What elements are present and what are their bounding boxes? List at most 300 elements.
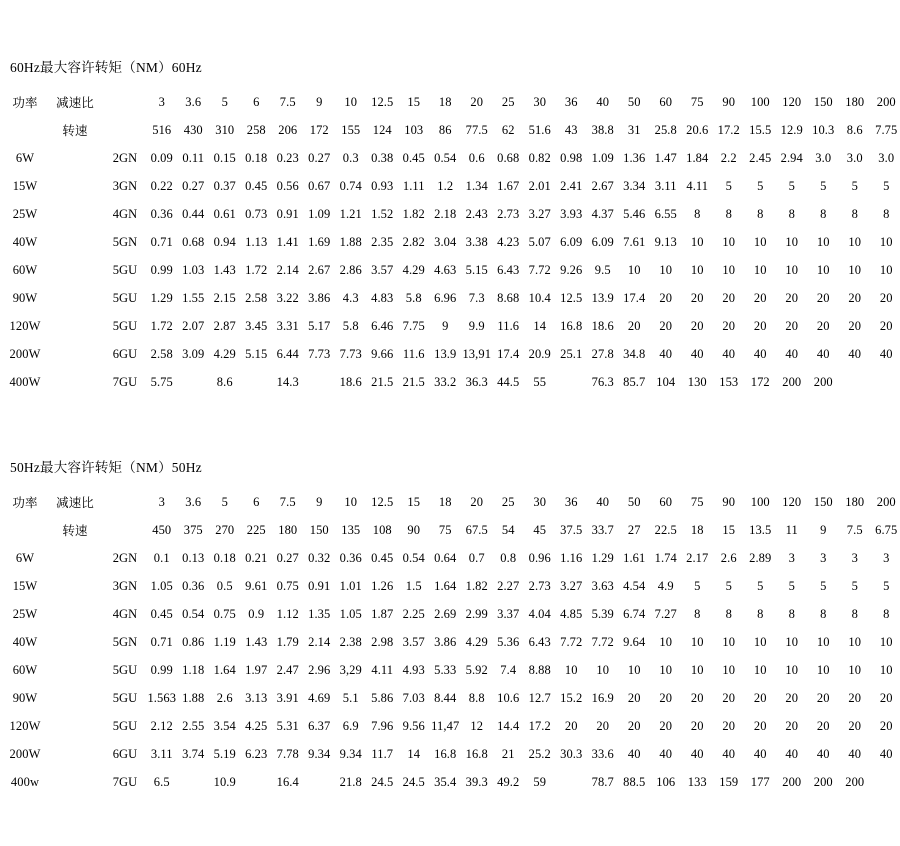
table-row [4,144,900,172]
ratio-header-cell: 6 [253,494,260,509]
speed-cell: 67.5 [465,522,488,537]
torque-cell: 5.19 [213,746,236,761]
speed-cell: 45 [533,522,547,537]
torque-cell: 0.27 [182,178,205,193]
torque-cell: 1.2 [437,178,454,193]
torque-cell: 10 [816,634,830,649]
ratio-header-cell: 3.6 [185,494,202,509]
torque-cell: 10 [879,662,893,677]
torque-cell: 200 [813,774,833,789]
torque-cell: 6.96 [434,290,457,305]
torque-cell: 39.3 [465,774,488,789]
torque-cell: 21 [501,746,515,761]
torque-cell: 2.35 [371,234,394,249]
ratio-header-cell: 100 [750,494,770,509]
torque-cell: 14 [533,318,547,333]
torque-cell: 1.72 [245,262,268,277]
torque-cell: 0.18 [245,150,268,165]
torque-cell: 6.46 [371,318,394,333]
torque-cell: 0.68 [497,150,520,165]
ratio-header-cell: 120 [782,94,802,109]
ratio-header-cell: 20 [470,494,484,509]
torque-cell: 3.0 [815,150,832,165]
torque-cell: 9.13 [654,234,677,249]
torque-cell: 2.47 [276,662,299,677]
torque-cell: 1.87 [371,606,394,621]
torque-cell: 8 [788,206,795,221]
torque-cell: 10 [848,262,862,277]
row-spacer [46,340,104,368]
row-spacer [46,284,104,312]
torque-cell: 40 [753,346,767,361]
torque-cell: 3.86 [434,634,457,649]
torque-cell: 8 [851,606,858,621]
speed-cell: 25.8 [654,122,677,137]
speed-cell: 450 [152,522,172,537]
torque-cell: 0.54 [434,150,457,165]
torque-cell: 10 [848,234,862,249]
torque-cell [871,368,900,396]
speed-cell: 77.5 [465,122,488,137]
torque-cell: 1.21 [339,206,362,221]
torque-cell: 55 [533,374,547,389]
torque-cell: 10 [785,234,799,249]
power-cell: 90W [12,690,38,705]
torque-cell: 6.55 [654,206,677,221]
speed-row-spacer [4,116,46,144]
torque-cell: 10 [848,662,862,677]
torque-cell: 2.73 [528,578,551,593]
torque-cell: 0.36 [182,578,205,593]
model-cell: 6GU [112,346,138,361]
torque-cell: 6.5 [153,774,170,789]
torque-cell: 5.07 [528,234,551,249]
torque-cell: 5 [757,578,764,593]
torque-cell: 40 [816,346,830,361]
speed-row-spacer-2 [104,516,146,544]
torque-cell: 5 [725,578,732,593]
torque-cell: 4.85 [560,606,583,621]
torque-cell: 2.15 [213,290,236,305]
section-60hz [0,56,900,396]
torque-cell: 0.91 [276,206,299,221]
section-title-50hz: 50Hz最大容许转矩（NM）50Hz [10,460,202,475]
torque-cell: 1.74 [654,550,677,565]
torque-cell: 9.34 [339,746,362,761]
torque-cell: 7.27 [654,606,677,621]
torque-cell: 20 [690,290,704,305]
speed-cell: 43 [564,122,578,137]
torque-cell: 7.73 [308,346,331,361]
torque-cell: 2.67 [308,262,331,277]
torque-cell: 4.9 [657,578,674,593]
torque-cell: 40 [690,746,704,761]
torque-cell: 10 [722,234,736,249]
torque-cell: 1.88 [339,234,362,249]
power-cell: 400W [9,374,41,389]
torque-cell: 2.01 [528,178,551,193]
ratio-header-cell: 50 [627,494,641,509]
power-cell: 25W [12,606,38,621]
torque-cell: 4.3 [342,290,359,305]
torque-cell: 10.4 [528,290,551,305]
torque-cell: 9.66 [371,346,394,361]
torque-cell: 2.07 [182,318,205,333]
torque-cell: 2.14 [276,262,299,277]
torque-cell: 0.36 [150,206,173,221]
table-header-row [4,88,900,116]
speed-cell: 180 [278,522,298,537]
power-cell: 6W [15,150,35,165]
torque-cell: 10 [690,662,704,677]
torque-cell: 2.41 [560,178,583,193]
torque-cell: 1.67 [497,178,520,193]
torque-cell [241,368,273,396]
torque-cell: 17.4 [497,346,520,361]
torque-cell: 10 [753,262,767,277]
ratio-header-cell: 12.5 [371,494,394,509]
torque-cell: 2.6 [216,690,233,705]
speed-cell: 375 [183,522,203,537]
ratio-header-cell: 18 [438,94,452,109]
torque-cell: 10 [816,262,830,277]
torque-cell: 4.29 [213,346,236,361]
row-spacer [46,544,104,572]
section-title-60hz: 60Hz最大容许转矩（NM）60Hz [10,60,202,75]
torque-table-60hz [4,88,900,396]
torque-cell: 3.27 [560,578,583,593]
speed-cell: 258 [246,122,266,137]
torque-cell: 6.09 [591,234,614,249]
torque-cell: 1.29 [150,290,173,305]
torque-cell: 20 [659,290,673,305]
model-cell: 2GN [112,550,138,565]
torque-cell: 0.1 [153,550,170,565]
table-header-row [4,488,900,516]
torque-cell: 0.45 [402,150,425,165]
torque-cell: 8 [757,606,764,621]
torque-cell: 9.56 [402,718,425,733]
torque-cell: 11.7 [371,746,394,761]
row-spacer [46,312,104,340]
table-row [4,684,900,712]
torque-cell: 10 [627,262,641,277]
torque-cell: 0.7 [468,550,485,565]
power-cell: 120W [9,318,41,333]
ratio-header-cell: 10 [344,94,358,109]
torque-cell: 10 [753,234,767,249]
torque-cell: 0.45 [245,178,268,193]
torque-cell [178,768,210,796]
torque-cell: 8 [725,206,732,221]
torque-cell: 4.63 [434,262,457,277]
power-cell: 6W [15,550,35,565]
torque-cell: 20 [785,290,799,305]
torque-cell: 13,91 [462,346,492,361]
header-power-label: 功率 [12,96,38,110]
torque-cell: 7.72 [528,262,551,277]
torque-cell: 17.4 [623,290,646,305]
torque-cell: 1.03 [182,262,205,277]
ratio-header-cell: 90 [722,494,736,509]
torque-cell: 20 [690,318,704,333]
torque-cell: 10 [753,634,767,649]
torque-cell: 0.54 [402,550,425,565]
torque-cell: 106 [656,774,676,789]
ratio-header-cell: 7.5 [279,94,296,109]
power-cell: 200W [9,346,41,361]
table-row [4,228,900,256]
torque-cell: 14 [407,746,421,761]
power-cell: 60W [12,262,38,277]
torque-cell: 10 [564,662,578,677]
torque-cell: 2.38 [339,634,362,649]
torque-cell: 13.9 [591,290,614,305]
torque-cell: 10 [785,662,799,677]
torque-cell: 20 [659,318,673,333]
ratio-header-cell: 15 [407,94,421,109]
row-spacer [46,228,104,256]
torque-cell: 11,47 [431,718,460,733]
torque-cell: 7.61 [623,234,646,249]
torque-cell: 1.69 [308,234,331,249]
torque-cell: 5.75 [150,374,173,389]
torque-cell: 8 [820,606,827,621]
torque-cell: 5 [851,578,858,593]
torque-cell: 1.05 [339,606,362,621]
torque-cell: 0.32 [308,550,331,565]
ratio-header-cell: 20 [470,94,484,109]
ratio-header-cell: 90 [722,94,736,109]
torque-cell: 2.58 [150,346,173,361]
table-row [4,768,900,796]
torque-cell: 7.03 [402,690,425,705]
torque-cell: 20 [816,290,830,305]
torque-cell: 3 [851,550,858,565]
torque-cell: 1.64 [213,662,236,677]
torque-cell: 0.71 [150,634,173,649]
torque-cell: 20 [659,718,673,733]
torque-cell: 4.93 [402,662,425,677]
torque-cell: 0.13 [182,550,205,565]
torque-cell: 130 [687,374,707,389]
torque-cell: 0.45 [371,550,394,565]
torque-cell: 5 [757,178,764,193]
ratio-header-cell: 6 [253,94,260,109]
torque-cell: 40 [785,746,799,761]
torque-cell: 7.3 [468,290,485,305]
ratio-header-cell: 36 [564,494,578,509]
torque-cell: 0.27 [276,550,299,565]
torque-cell: 0.22 [150,178,173,193]
torque-cell: 0.36 [339,550,362,565]
torque-cell: 1.34 [465,178,488,193]
torque-cell: 5.17 [308,318,331,333]
model-cell: 5GU [112,690,138,705]
torque-cell: 16.8 [560,318,583,333]
torque-cell: 16.9 [591,690,614,705]
torque-cell: 0.56 [276,178,299,193]
torque-cell: 5.33 [434,662,457,677]
torque-cell: 2.87 [213,318,236,333]
torque-cell: 40 [659,346,673,361]
speed-cell: 103 [404,122,424,137]
model-cell: 3GN [112,578,138,593]
torque-cell: 7.4 [500,662,517,677]
model-cell: 4GN [112,606,138,621]
torque-cell: 40 [879,346,893,361]
torque-cell: 1.82 [465,578,488,593]
torque-cell: 40 [627,746,641,761]
torque-cell: 11.6 [402,346,425,361]
torque-cell: 20 [848,718,862,733]
torque-cell: 0.44 [182,206,205,221]
torque-cell: 1.72 [150,318,173,333]
torque-cell: 4.11 [371,662,394,677]
torque-cell: 20 [722,318,736,333]
row-spacer [46,368,104,396]
torque-cell: 20 [753,718,767,733]
header-speed-label: 转速 [62,124,88,138]
torque-cell: 3.57 [402,634,425,649]
torque-cell: 0.64 [434,550,457,565]
torque-cell: 0.18 [213,550,236,565]
torque-cell: 4.69 [308,690,331,705]
torque-cell: 1.5 [405,578,422,593]
torque-cell: 3.91 [276,690,299,705]
torque-cell: 1.97 [245,662,268,677]
torque-cell: 10 [879,262,893,277]
torque-cell: 1.88 [182,690,205,705]
torque-cell: 9 [442,318,449,333]
torque-cell: 20 [753,690,767,705]
torque-cell: 2.89 [749,550,772,565]
torque-cell: 1.13 [245,234,268,249]
torque-cell: 1.16 [560,550,583,565]
torque-cell: 4.29 [402,262,425,277]
torque-cell: 36.3 [465,374,488,389]
torque-cell: 3.37 [497,606,520,621]
torque-cell: 14.4 [497,718,520,733]
torque-cell: 3.34 [623,178,646,193]
torque-cell: 0.99 [150,262,173,277]
torque-cell: 3.13 [245,690,268,705]
torque-cell: 10.6 [497,690,520,705]
torque-cell: 25.1 [560,346,583,361]
torque-cell: 0.98 [560,150,583,165]
torque-cell: 5.15 [465,262,488,277]
torque-cell: 40 [690,346,704,361]
header-ratio-label: 减速比 [56,496,94,510]
torque-cell: 3.63 [591,578,614,593]
torque-cell: 10 [722,262,736,277]
torque-cell: 4.29 [465,634,488,649]
torque-cell: 5 [851,178,858,193]
ratio-header-cell: 100 [750,94,770,109]
model-cell: 5GU [112,662,138,677]
torque-cell: 8.6 [216,374,233,389]
speed-cell: 108 [372,522,392,537]
torque-cell: 0.91 [308,578,331,593]
speed-cell: 6.75 [875,522,898,537]
torque-cell: 0.54 [182,606,205,621]
torque-cell: 18.6 [339,374,362,389]
torque-cell: 6.74 [623,606,646,621]
table-row [4,256,900,284]
header-ratio-label: 减速比 [56,96,94,110]
torque-cell: 0.5 [216,578,233,593]
torque-cell: 33.6 [591,746,614,761]
speed-cell: 7.75 [875,122,898,137]
table-row [4,312,900,340]
speed-cell: 13.5 [749,522,772,537]
torque-cell: 4.37 [591,206,614,221]
torque-cell: 9.9 [468,318,485,333]
torque-cell: 0.11 [182,150,205,165]
ratio-header-cell: 12.5 [371,94,394,109]
torque-cell: 5 [694,578,701,593]
model-cell: 4GN [112,206,138,221]
torque-cell: 1.61 [623,550,646,565]
torque-cell: 0.71 [150,234,173,249]
torque-cell: 10 [596,662,610,677]
model-cell: 5GU [112,290,138,305]
row-spacer [46,600,104,628]
torque-cell: 2.67 [591,178,614,193]
table-row [4,712,900,740]
torque-cell: 0.6 [468,150,485,165]
torque-cell: 1.47 [654,150,677,165]
torque-cell: 1.64 [434,578,457,593]
torque-cell: 8 [883,206,890,221]
ratio-header-cell: 25 [501,494,515,509]
torque-cell: 20 [627,318,641,333]
power-cell: 15W [12,178,38,193]
torque-cell: 1.52 [371,206,394,221]
torque-cell: 2.96 [308,662,331,677]
header-power-label: 功率 [12,496,38,510]
torque-cell: 20 [596,718,610,733]
torque-cell: 25.2 [528,746,551,761]
torque-cell: 0.61 [213,206,236,221]
power-cell: 200W [9,746,41,761]
torque-cell: 7.72 [560,634,583,649]
speed-cell: 15 [722,522,736,537]
speed-cell: 310 [215,122,235,137]
power-cell: 400w [10,774,40,789]
torque-cell: 2.18 [434,206,457,221]
torque-cell: 5.86 [371,690,394,705]
torque-cell: 2.27 [497,578,520,593]
torque-cell: 7.78 [276,746,299,761]
torque-cell: 1.563 [147,690,177,705]
torque-cell: 1.09 [308,206,331,221]
torque-cell: 40 [848,346,862,361]
model-cell: 2GN [112,150,138,165]
torque-cell: 200 [782,374,802,389]
torque-cell: 20 [879,290,893,305]
torque-cell: 0.27 [308,150,331,165]
torque-cell: 40 [879,746,893,761]
torque-cell: 8 [694,606,701,621]
table-row [4,340,900,368]
torque-cell: 1.26 [371,578,394,593]
torque-cell: 20 [753,290,767,305]
speed-cell: 430 [183,122,203,137]
ratio-header-cell: 10 [344,494,358,509]
row-spacer [46,144,104,172]
torque-cell: 10 [848,634,862,649]
